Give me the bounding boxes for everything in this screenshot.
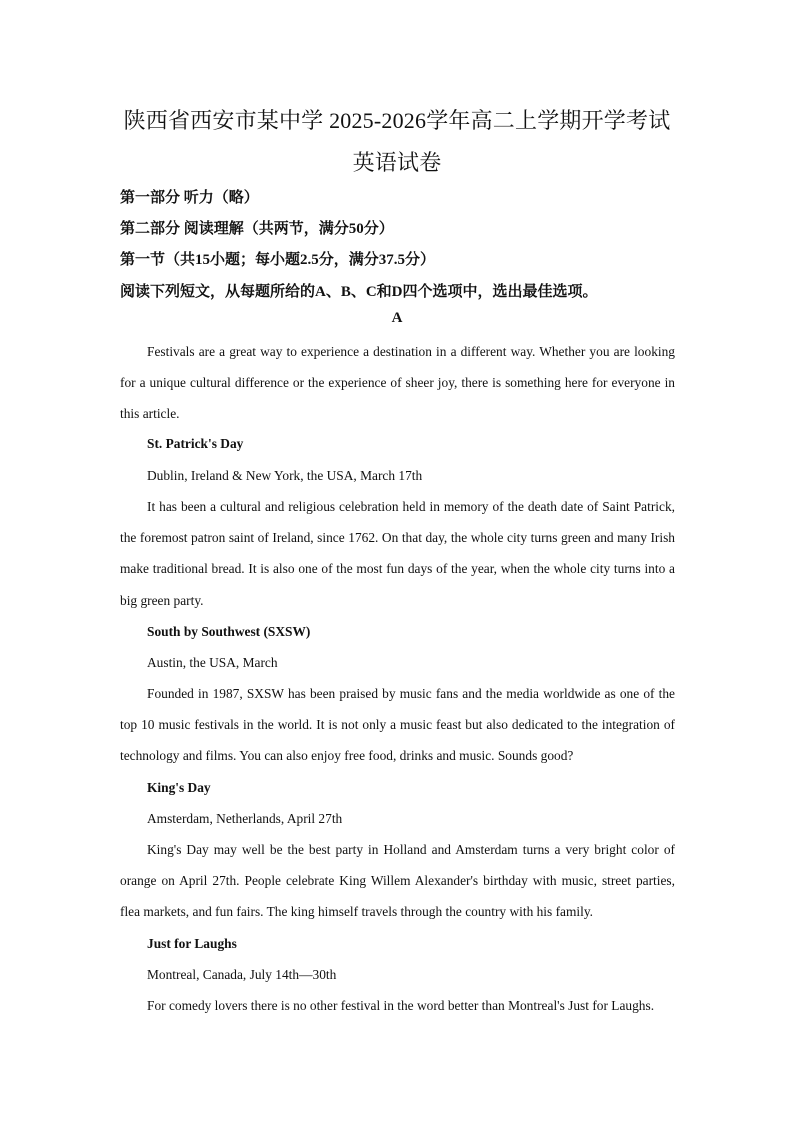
festival-name: King's Day xyxy=(147,780,211,795)
exam-title: 陕西省西安市某中学 2025-2026学年高二上学期开学考试 xyxy=(123,108,671,133)
part1-heading: 第一部分 听力（略） xyxy=(120,190,259,206)
exam-subtitle: 英语试卷 xyxy=(352,150,442,175)
festival-description: It has been a cultural and religious celebration held in memory of the death date of Saint Patrick, the foremost patron saint of Ireland, since 1762. On that day, the whole city turns green and many Irish make traditional bread. It is also one of the most fun days of the year, when the whole city turns into a big green party. xyxy=(120,499,675,608)
festival-name: South by Southwest (SXSW) xyxy=(147,624,311,639)
festival-info: Dublin, Ireland & New York, the USA, March 17th xyxy=(147,468,423,483)
directions: 阅读下列短文，从每题所给的A、B、C和D四个选项中，选出最佳选项。 xyxy=(120,284,598,300)
festival-description: King's Day may well be the best party in Holland and Amsterdam turns a very bright color of orange on April 27th. People celebrate King Willem Alexander's birthday with music, street parties, flea markets, and fun fairs. The king himself travels through the country with his family. xyxy=(120,842,675,920)
festival-info: Amsterdam, Netherlands, April 27th xyxy=(147,811,343,826)
festival-name: St. Patrick's Day xyxy=(147,436,244,451)
festival-description: For comedy lovers there is no other festival in the word better than Montreal's Just for Laughs. xyxy=(147,998,655,1013)
section1-heading: 第一节（共15小题；每小题2.5分，满分37.5分） xyxy=(120,252,436,268)
festival-info: Montreal, Canada, July 14th—30th xyxy=(147,967,337,982)
passage-intro: Festivals are a great way to experience a destination in a different way. Whether you are looking for a unique cultural difference or the experience of sheer joy, there is something here for everyone in this article. xyxy=(120,344,675,422)
festival-name: Just for Laughs xyxy=(147,936,237,951)
festival-info: Austin, the USA, March xyxy=(147,655,278,670)
festival-description: Founded in 1987, SXSW has been praised by music fans and the media worldwide as one of the top 10 music festivals in the world. It is not only a music feast but also dedicated to the integration of technology and films. You can also enjoy free food, drinks and music. Sounds good? xyxy=(120,686,675,764)
passage-label: A xyxy=(391,310,403,326)
part2-heading: 第二部分 阅读理解（共两节，满分50分） xyxy=(120,221,394,237)
